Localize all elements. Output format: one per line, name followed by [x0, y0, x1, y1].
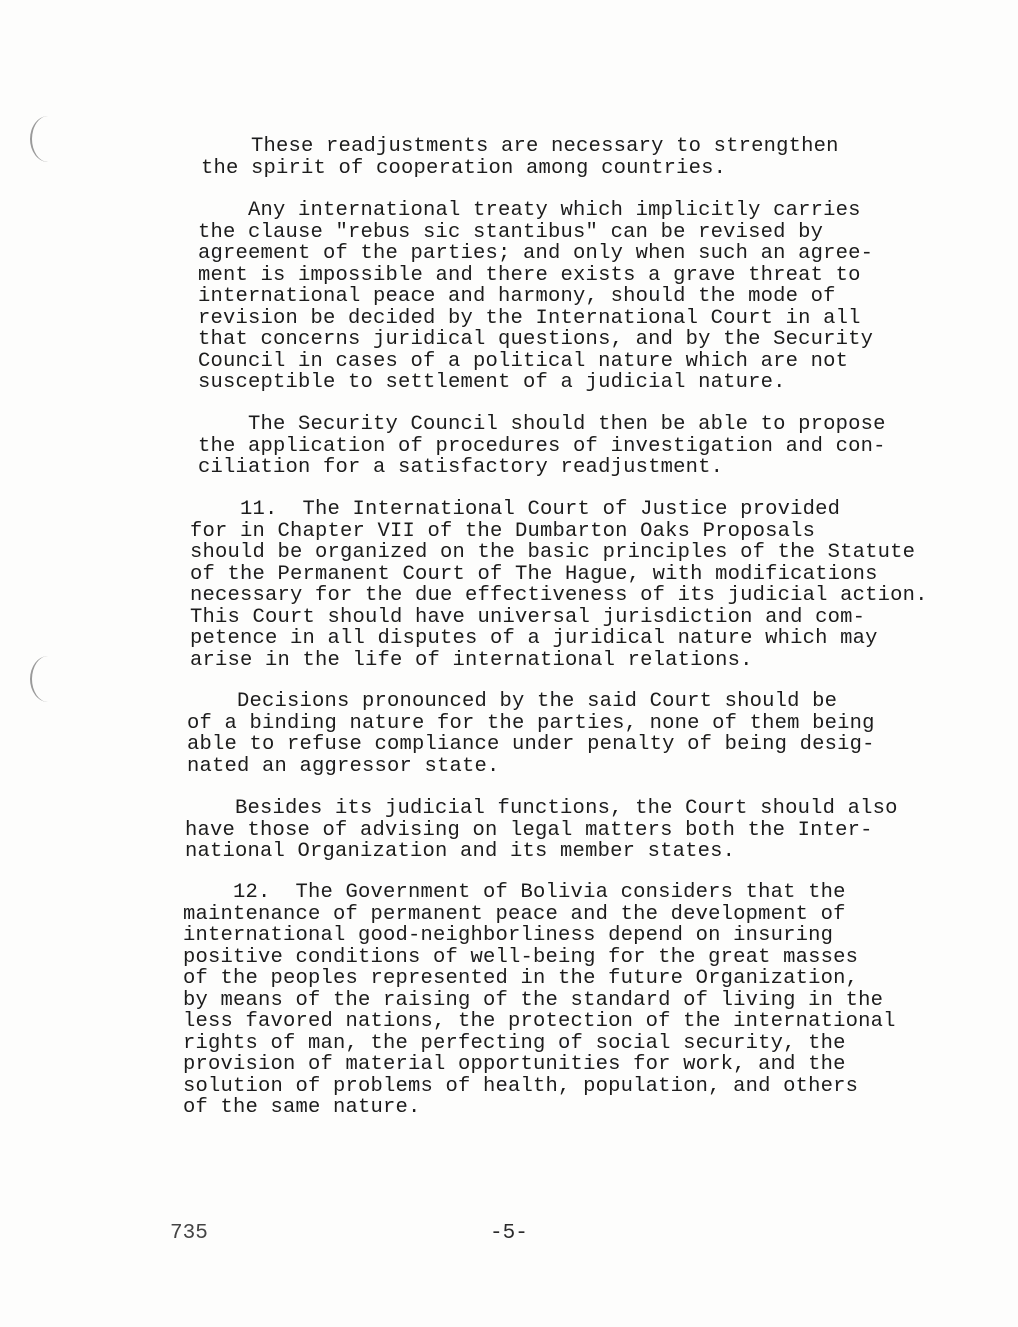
text-line: national Organization and its member states.	[185, 840, 736, 863]
paragraph-readjustments	[201, 136, 839, 179]
text-line: maintenance of permanent peace and the development of	[183, 902, 846, 926]
punch-hole-middle	[30, 656, 66, 702]
text-line: should be organized on the basic principles of the Statute	[190, 541, 916, 564]
paragraph-binding-decisions	[187, 691, 875, 777]
text-line: of the Permanent Court of The Hague, with modifications	[190, 562, 878, 586]
text-line: for in Chapter VII of the Dumbarton Oaks Proposals	[190, 519, 816, 543]
text-line: petence in all disputes of a juridical nature which may	[190, 627, 878, 650]
text-line: susceptible to settlement of a judicial nature.	[198, 371, 786, 394]
text-line: rights of man, the perfecting of social security, the	[183, 1031, 846, 1055]
text-line: by means of the raising of the standard of living in the	[183, 988, 884, 1012]
text-line: have those of advising on legal matters both the Inter-	[185, 818, 873, 842]
paragraph-advisory-functions	[185, 798, 898, 863]
text-line: 11. The International Court of Justice provided	[190, 498, 841, 521]
text-line: the clause "rebus sic stantibus" can be revised by	[198, 220, 824, 244]
text-line: Decisions pronounced by the said Court should be	[187, 690, 838, 713]
text-line: provision of material opportunities for work, and the	[183, 1053, 846, 1076]
paragraph-11-international-court	[190, 499, 928, 671]
punch-hole-top	[30, 116, 66, 162]
text-line: Besides its judicial functions, the Court should also	[185, 797, 898, 820]
paragraph-security-council	[198, 414, 886, 479]
text-line: that concerns juridical questions, and by the Security	[198, 328, 874, 351]
text-line: ciliation for a satisfactory readjustment.	[198, 456, 724, 479]
text-line: ment is impossible and there exists a grave threat to	[198, 263, 861, 287]
text-line: These readjustments are necessary to strengthen	[201, 135, 839, 158]
text-line: Council in cases of a political nature which are not	[198, 349, 849, 373]
text-line: of a binding nature for the parties, none of them being	[187, 711, 875, 735]
paragraph-12-bolivia	[183, 882, 896, 1119]
paragraph-treaty-revision	[198, 200, 873, 394]
text-line: agreement of the parties; and only when such an agree-	[198, 242, 874, 265]
text-line: solution of problems of health, population, and others	[183, 1074, 859, 1098]
text-line: the spirit of cooperation among countries.	[201, 156, 727, 180]
text-line: necessary for the due effectiveness of its judicial action.	[190, 584, 928, 607]
text-line: of the same nature.	[183, 1096, 421, 1119]
text-line: international peace and harmony, should the mode of	[198, 285, 836, 308]
page-number: -5-	[490, 1222, 528, 1245]
text-line: positive conditions of well-being for the great masses	[183, 945, 859, 969]
text-line: international good-neighborliness depend on insuring	[183, 924, 834, 947]
text-line: able to refuse compliance under penalty of being desig-	[187, 733, 875, 756]
text-line: Any international treaty which implicitly carries	[198, 199, 861, 222]
document-number: 735	[170, 1222, 208, 1245]
text-line: arise in the life of international relations.	[190, 648, 753, 672]
text-line: 12. The Government of Bolivia considers that the	[183, 881, 846, 904]
text-line: of the peoples represented in the future Organization,	[183, 967, 859, 990]
text-line: less favored nations, the protection of the international	[183, 1010, 896, 1033]
text-line: This Court should have universal jurisdiction and com-	[190, 605, 866, 629]
text-line: nated an aggressor state.	[187, 754, 500, 778]
text-line: revision be decided by the International Court in all	[198, 306, 861, 330]
text-line: the application of procedures of investigation and con-	[198, 434, 886, 458]
text-line: The Security Council should then be able to propose	[198, 413, 886, 436]
